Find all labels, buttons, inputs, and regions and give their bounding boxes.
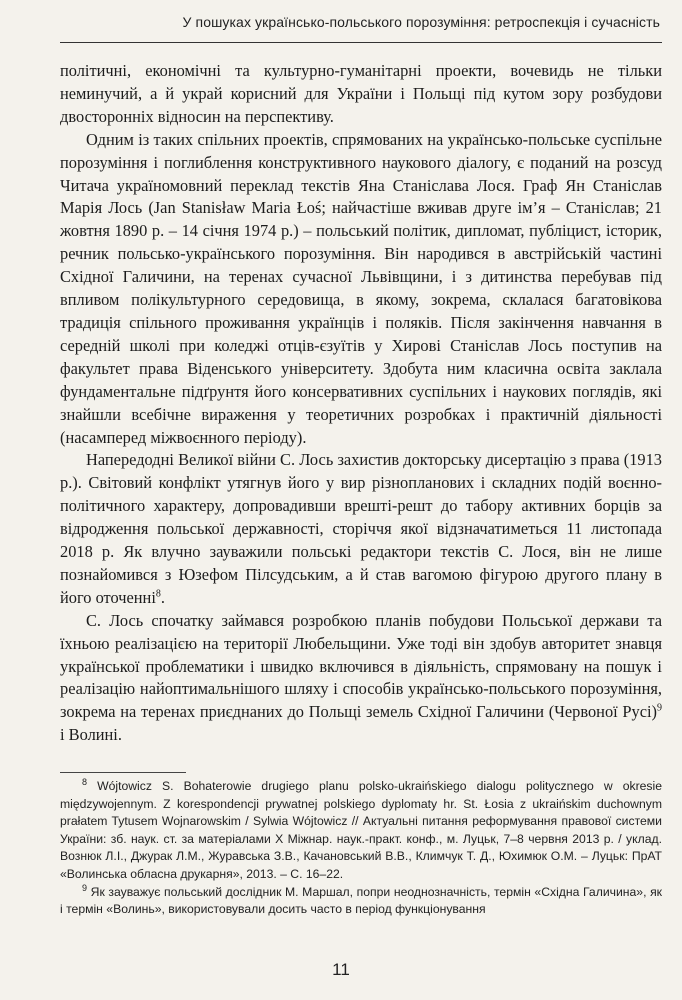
footnotes — [60, 778, 662, 919]
paragraph-3-text: Напередодні Великої війни С. Лось захистив докторську дисертацію з права (1913 р.). Світовий конфлікт утягнув його у вир різнопланових і складних подій воєнно-політичного характеру, допровадивши врешті-решт до табору активних борців за відродження польської державності, сторіччя якої відзначатиметься 11 листопада 2018 р. Як влучно зауважили польські редактори текстів С. Лося, він не лише познайомився з Юзефом Пілсудським, а й став вагомою фігурою другого плану в його оточенні — [60, 450, 662, 607]
paragraph-4-text: С. Лось спочатку займався розробкою планів побудови Польської держави та їхньою реалізацією на території Любельщини. Уже тоді він здобув авторитет знавця української проблематики і швидко включився в діяльність, спрямовану на пошук і реалізацію найоптимальнішого шляху і способів українсько-польського порозуміння, зокрема на теренах приєднаних до Польщі земель Східної Галичини (Червоної Русі) — [60, 610, 662, 722]
paragraph-2: Одним із таких спільних проектів, спрямованих на українсько-польське суспільне порозуміння і поглиблення конструктивного наукового діалогу, є поданий на розсуд Читача україномовний переклад текстів Яна Станіслава Лося. Граф Ян Станіслав Марія Лось (Jan Stanisław Maria Łoś; найчастіше вживав друге ім’я – Станіслав; 21 жовтня 1890 р. – 14 січня 1974 р.) – польський політик, дипломат, публіцист, історик, речник польсько-українського порозуміння. Він народився в австрійській частині Східної Галичини, на теренах сучасної Львівщини, і з дитинства перебував під впливом полікультурного середовища, в якому, зокрема, склалася багатовікова традиція спільного проживання українців і поляків. Після закінчення навчання в середній школі при коледжі отців-єзуїтів у Хирові Станіслав Лось поступив на факультет права Віденського університету. Здобута ним класична освіта заклала фундаментальне підґрунтя його консервативних суспільних і наукових поглядів, які знайшли всебічне вираження у теоретичних розробках і практичній діяльності (насамперед міжвоєнного періоду). — [60, 129, 662, 447]
header-rule — [60, 42, 662, 43]
footnote-9-text: Як зауважує польський дослідник М. Маршал, попри неоднозначність, термін «Східна Галичина», як і термін «Волинь», використовували досить часто в період функціонування — [60, 884, 663, 917]
footnote-ref-8: 8 — [155, 588, 161, 600]
paragraph-1: політичні, економічні та культурно-гуманітарні проекти, вочевидь не тільки неминучий, а й украй корисний для України і Польщі під кутом зору розбудови двосторонніх відносин на перспективу. — [60, 61, 662, 126]
footnote-8-mark: 8 — [82, 776, 88, 787]
running-title: У пошуках українсько-польського порозуміння: ретроспекція і сучасність — [182, 14, 660, 30]
footnote-9 — [60, 884, 662, 919]
footnote-rule — [60, 772, 186, 773]
footnote-9-mark: 9 — [82, 882, 88, 893]
paragraph-4 — [60, 610, 662, 747]
footnote-8-text: Wójtowicz S. Bohaterowie drugiego planu polsko-ukraińskiego dialogu politycznego w okresie międzywojennym. Z korespondencji prywatnej polskiego dyplomaty hr. St. Łosia z ukraińskim duchownym prałatem Tytusem Wojnarowskim / Sylwia Wójtowicz // Актуальні питання реформування правової системи України: зб. наук. ст. за матеріалами X Міжнар. наук.-практ. конф., м. Луцьк, 7–8 червня 2013 р. / уклад. Вознюк Л.І., Джурак Л.М., Журавська З.В., Качановський В.В., Климчук Т. Д., Юхимюк О.М. – Луцьк: ПрАТ «Волинська обласна друкарня», 2013. – С. 16–22. — [60, 779, 662, 881]
footnote-ref-9: 9 — [657, 702, 662, 714]
footnote-8 — [60, 778, 662, 884]
paragraph-4-end: і Волині. — [60, 725, 122, 745]
main-text — [60, 60, 662, 747]
paragraph-3-end: . — [160, 587, 165, 607]
page-number: 11 — [332, 960, 350, 979]
paragraph-3 — [60, 449, 662, 609]
